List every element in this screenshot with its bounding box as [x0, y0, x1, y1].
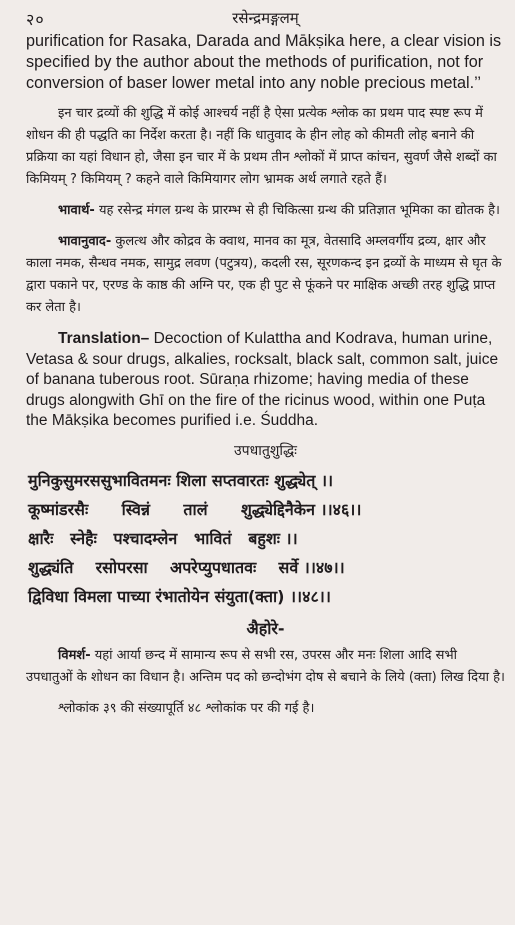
verse-line: द्विविधा विमला पाच्या रंभातोयेन संयुता(क्ता) ।।४८।।: [28, 586, 331, 606]
bhavartha-text: यह रसेन्द्र मंगल ग्रन्थ के प्रारम्भ से ही चिकित्सा ग्रन्थ की प्रतिज्ञात भूमिका का द्योतक है।: [94, 203, 500, 218]
bhavanuvada-text: कुलत्थ और कोद्रव के क्वाथ, मानव का मूत्र, वेतसादि अम्लवर्गीय द्रव्य, क्षार और काला नमक, सैन्धव नमक, सामुद्र लवण (पटुत्रय), कदली रस, सूरणकन्द इन द्रव्यों के माध्यम से घृत के द्वारा पकाने पर, एरण्ड के काष्ठ की अग्नि पर, एक ही पुट से फूंकने पर माक्षिक अच्छी तरह शुद्धि प्राप्त कर लेता है।: [26, 234, 502, 315]
translation-label: Translation–: [58, 330, 150, 347]
vimarsha-paragraph: [26, 645, 505, 689]
footnote-paragraph: श्लोकांक ३९ की संख्यापूर्ति ४८ श्लोकांक पर की गई है।: [58, 700, 315, 716]
verse-line: कूष्मांडरसैः स्विन्नं तालं शुद्ध्येद्दिनैकेन ।।४६।।: [28, 499, 362, 519]
verse-block: [26, 466, 505, 611]
bhavanuvada-label: भावानुवाद-: [58, 234, 112, 249]
translation-paragraph: [26, 329, 505, 432]
bhavanuvada-paragraph: [26, 231, 505, 319]
vimarsha-text: यहां आर्या छन्द में सामान्य रूप से सभी रस, उपरस और मनः शिला आदि सभी उपधातुओं के शोधन का विधान है। अन्तिम पद को छन्दोभंग दोष से बचाने के लिये (क्ता) लिख दिया है।: [26, 647, 505, 685]
running-title: रसेन्द्रमङ्गलम्: [232, 9, 299, 27]
vimarsha-label: विमर्श-: [58, 647, 91, 663]
verse-line: शुद्ध्यंति रसोपरसा अपरेप्युपधातवः सर्वे ।।४७।।: [28, 557, 345, 577]
bhavartha-label: भावार्थ-: [58, 203, 95, 218]
intro-english-paragraph: purification for Rasaka, Darada and Mākṣika here, a clear vision is specified by the author about the methods of purification, not for conversion of baser lower metal into any noble precious metal.’’: [26, 32, 502, 92]
page-number: २०: [26, 10, 45, 29]
section-heading: उपधातुशुद्धिः: [234, 442, 297, 459]
verse-line: क्षारैः स्नेहैः पश्चादम्लेन भावितं बहुशः ।।: [28, 528, 298, 548]
translation-text: Decoction of Kulattha and Kodrava, human urine, Vetasa & sour drugs, alkalies, rocksalt, black salt, common salt, juice of banana tuberous root. Sūraṇa rhizome; having media of these drugs alongwith Ghī on the fire of the ricinus wood, within one Puṭa the Mākṣika becomes purified i.e. Śuddha.: [26, 330, 499, 429]
bhavartha-paragraph: [26, 200, 505, 222]
verse-line: मुनिकुसुमरससुभावितमनः शिला सप्तवारतः शुद्ध्येत् ।।: [28, 470, 334, 490]
intro-hindi-paragraph: इन चार द्रव्यों की शुद्धि में कोई आश्चर्य नहीं है ऐसा प्रत्येक श्लोक का प्रथम पाद स्पष्ट रूप में शोधन की ही पद्धति का निर्देश करता है। नहीं कि धातुवाद के हीन लोह को कीमती लोह बनाने की प्रक्रिया का यहां विधान हो, जैसा इन चार में के प्रथम तीन श्लोकों में प्राप्त कांचन, सुवर्ण जैसे शब्दों का किमियम् ? किमियम् ? कहने वाले किमियागर लोग भ्रामक अर्थ लगाते रहते हैं।: [26, 106, 497, 187]
page-header: [26, 6, 505, 28]
aiharai-heading: अैहोरे-: [246, 618, 285, 638]
